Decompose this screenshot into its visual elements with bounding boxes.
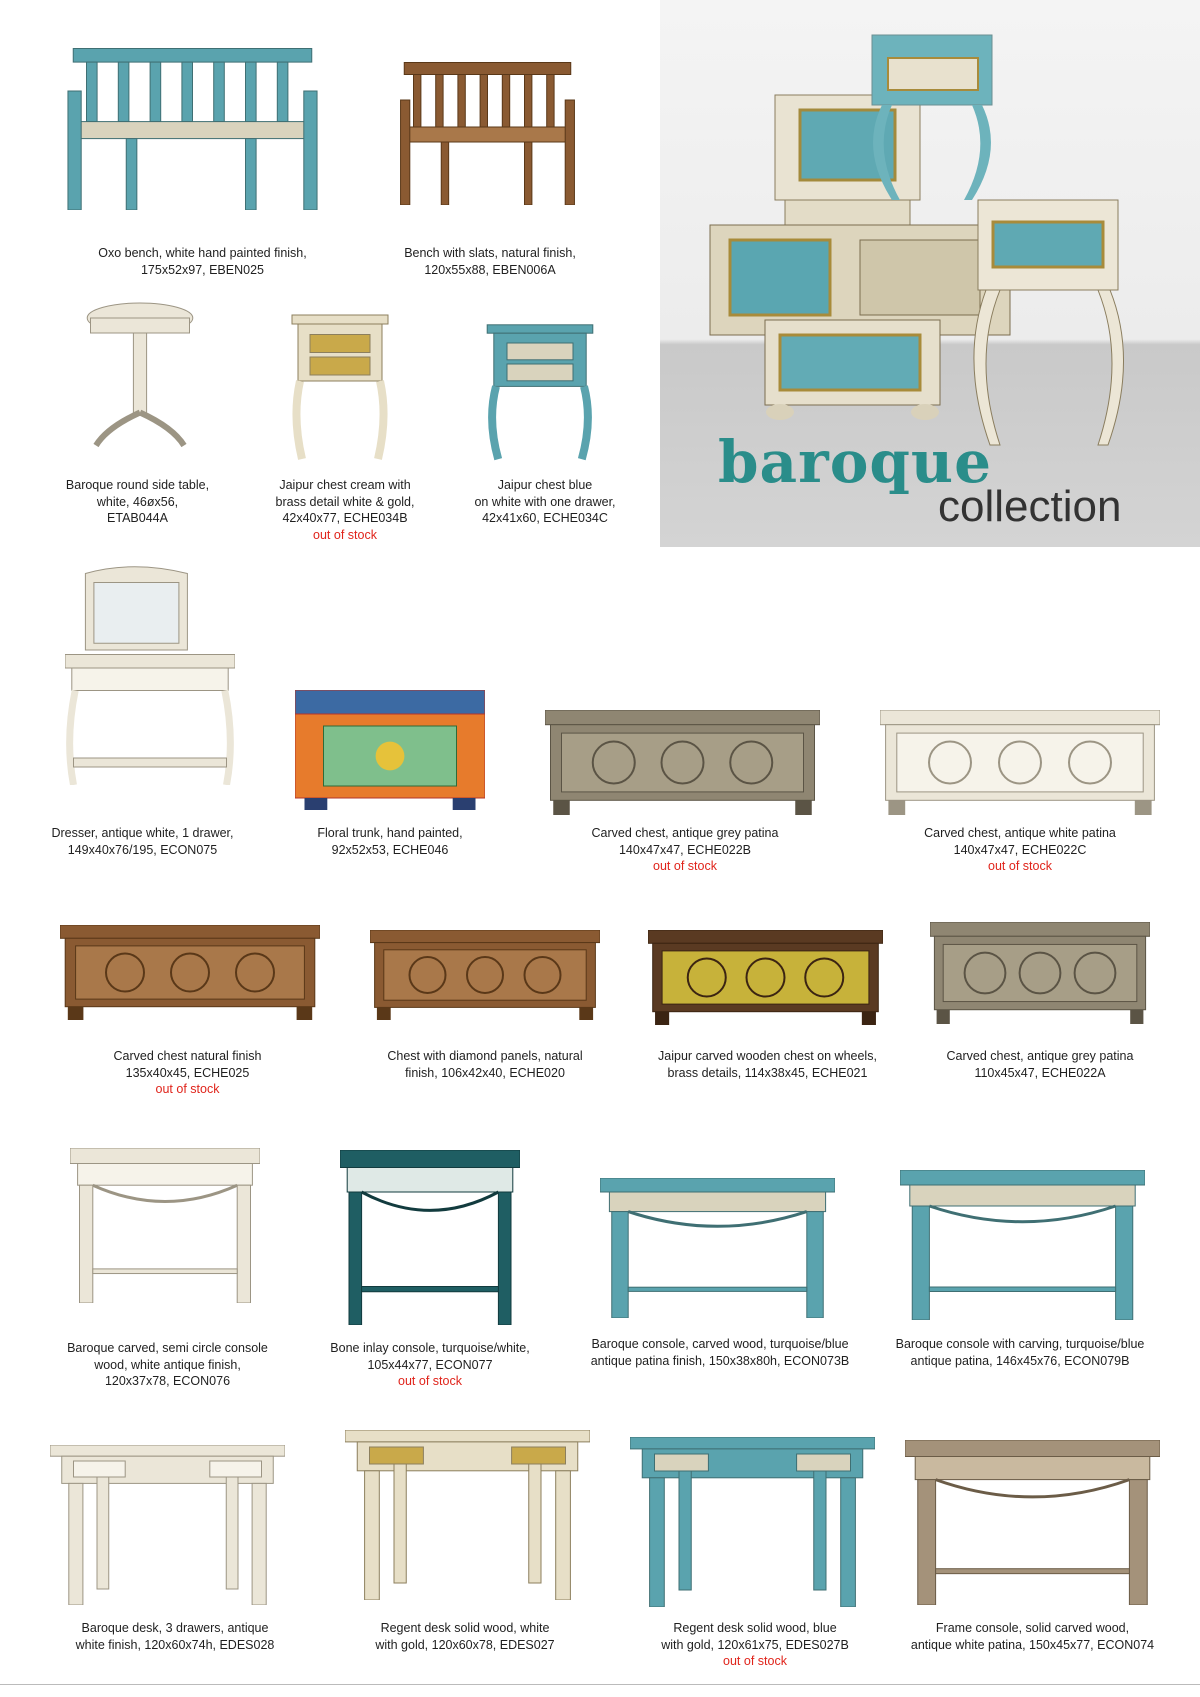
product-caption-line: wood, white antique finish, <box>94 1357 241 1372</box>
stock-status-badge: out of stock <box>723 1654 787 1668</box>
product-caption-line: 135x40x45, ECHE025 <box>125 1065 250 1080</box>
product-caption-line: brass detail white & gold, <box>275 494 415 509</box>
product-caption-line: antique patina, 146x45x76, ECON079B <box>910 1353 1130 1368</box>
product-caption-line: 140x47x47, ECHE022B <box>618 842 752 857</box>
product-caption <box>240 477 450 543</box>
round-table-icon <box>85 300 195 450</box>
product-caption <box>280 825 500 858</box>
product-caption <box>360 1048 610 1081</box>
product-caption-line: white, 46øx56, <box>96 494 179 509</box>
product-caption <box>620 1620 890 1670</box>
collection-title: baroque <box>718 428 993 496</box>
product-caption-line: with gold, 120x61x75, EDES027B <box>661 1637 849 1652</box>
product-caption-line: on white with one drawer, <box>474 494 616 509</box>
chest-icon <box>370 930 600 1020</box>
product-caption-line: Jaipur carved wooden chest on wheels, <box>658 1049 877 1063</box>
product-caption-line: Baroque desk, 3 drawers, antique <box>81 1621 269 1635</box>
chest-icon <box>648 930 883 1025</box>
product-caption <box>860 825 1180 875</box>
product-caption-line: Carved chest, antique white patina <box>924 826 1116 840</box>
product-caption <box>640 1048 895 1081</box>
product-caption-line: Bone inlay console, turquoise/white, <box>330 1341 530 1355</box>
hero-banner <box>660 0 1200 547</box>
stock-status-badge: out of stock <box>988 859 1052 873</box>
chest-icon <box>880 710 1160 815</box>
product-caption-line: Jaipur chest blue <box>497 478 593 492</box>
product-caption-line: 110x45x47, ECHE022A <box>974 1065 1106 1080</box>
product-caption-line: 140x47x47, ECHE022C <box>953 842 1087 857</box>
product-caption-line: Regent desk solid wood, blue <box>673 1621 837 1635</box>
product-caption-line: 92x52x53, ECHE046 <box>331 842 449 857</box>
product-caption-line: antique patina finish, 150x38x80h, ECON073B <box>590 1353 850 1368</box>
product-caption <box>890 1620 1175 1653</box>
stock-status-badge: out of stock <box>653 859 717 873</box>
product-caption-line: 149x40x76/195, ECON075 <box>67 842 218 857</box>
dresser-icon <box>65 560 235 785</box>
product-caption-line: Carved chest, antique grey patina <box>591 826 779 840</box>
nightstand-icon <box>485 322 595 462</box>
product-caption <box>570 1336 870 1369</box>
product-caption-line: Floral trunk, hand painted, <box>317 826 463 840</box>
product-caption <box>885 1336 1155 1369</box>
product-caption-line: 175x52x97, EBEN025 <box>140 262 264 277</box>
collection-subtitle: collection <box>938 482 1122 531</box>
product-caption <box>370 245 610 278</box>
bench-icon <box>395 55 580 205</box>
stock-status-badge: out of stock <box>155 1082 220 1096</box>
product-caption-line: 105x44x77, ECON077 <box>367 1357 493 1372</box>
product-caption-line: Dresser, antique white, 1 drawer, <box>51 826 234 840</box>
product-caption-line: 42x40x77, ECHE034B <box>282 511 408 525</box>
product-caption-line: finish, 106x42x40, ECHE020 <box>405 1065 565 1080</box>
product-caption-line: Oxo bench, white hand painted finish, <box>98 246 307 260</box>
product-caption-line: antique white patina, 150x45x77, ECON074 <box>910 1637 1155 1652</box>
product-caption-line: Baroque carved, semi circle console <box>67 1341 268 1355</box>
product-caption <box>455 477 635 527</box>
product-caption <box>530 825 840 875</box>
stock-status-badge: out of stock <box>313 527 377 542</box>
nightstand-icon <box>290 312 390 462</box>
product-caption-line: Regent desk solid wood, white <box>380 1621 550 1635</box>
desk-icon <box>50 1445 285 1605</box>
console-icon <box>600 1178 835 1318</box>
product-caption <box>40 477 235 527</box>
product-caption <box>920 1048 1160 1081</box>
chest-icon <box>545 710 820 815</box>
product-caption <box>330 1620 600 1653</box>
console-icon <box>905 1440 1160 1605</box>
product-caption <box>50 1048 325 1098</box>
product-caption-line: Jaipur chest cream with <box>279 478 411 492</box>
product-caption-line: Baroque round side table, <box>65 478 210 492</box>
product-caption-line: with gold, 120x60x78, EDES027 <box>375 1637 555 1652</box>
product-caption-line: Frame console, solid carved wood, <box>935 1621 1130 1635</box>
product-caption-line: 120x55x88, EBEN006A <box>424 262 556 277</box>
product-caption-line: brass details, 114x38x45, ECHE021 <box>667 1065 868 1080</box>
console-icon <box>900 1170 1145 1320</box>
product-caption-line: ETAB044A <box>107 511 168 525</box>
page-divider <box>0 1684 1200 1685</box>
product-caption-line: Baroque console, carved wood, turquoise/blue <box>591 1337 849 1351</box>
desk-icon <box>345 1430 590 1600</box>
desk-icon <box>630 1437 875 1607</box>
product-caption <box>40 1620 310 1653</box>
bench-icon <box>60 40 325 210</box>
console-icon <box>70 1148 260 1303</box>
product-caption-line: Baroque console with carving, turquoise/blue <box>895 1337 1145 1351</box>
chest-icon <box>930 922 1150 1024</box>
product-caption-line: 42x41x60, ECHE034C <box>482 511 608 525</box>
product-caption <box>40 1340 295 1390</box>
product-caption-line: 120x37x78, ECON076 <box>104 1374 231 1388</box>
stock-status-badge: out of stock <box>398 1374 462 1388</box>
product-caption-line: Chest with diamond panels, natural <box>387 1049 583 1063</box>
product-caption-line: white finish, 120x60x74h, EDES028 <box>75 1637 275 1652</box>
chest-icon <box>60 925 320 1020</box>
product-caption-line: Carved chest, antique grey patina <box>946 1049 1134 1063</box>
product-caption-line: Bench with slats, natural finish, <box>404 246 576 260</box>
product-caption <box>40 245 365 278</box>
console-icon <box>340 1150 520 1325</box>
product-caption <box>40 825 245 858</box>
product-caption <box>310 1340 550 1390</box>
product-caption-line: Carved chest natural finish <box>113 1049 262 1063</box>
trunk-icon <box>295 690 485 810</box>
